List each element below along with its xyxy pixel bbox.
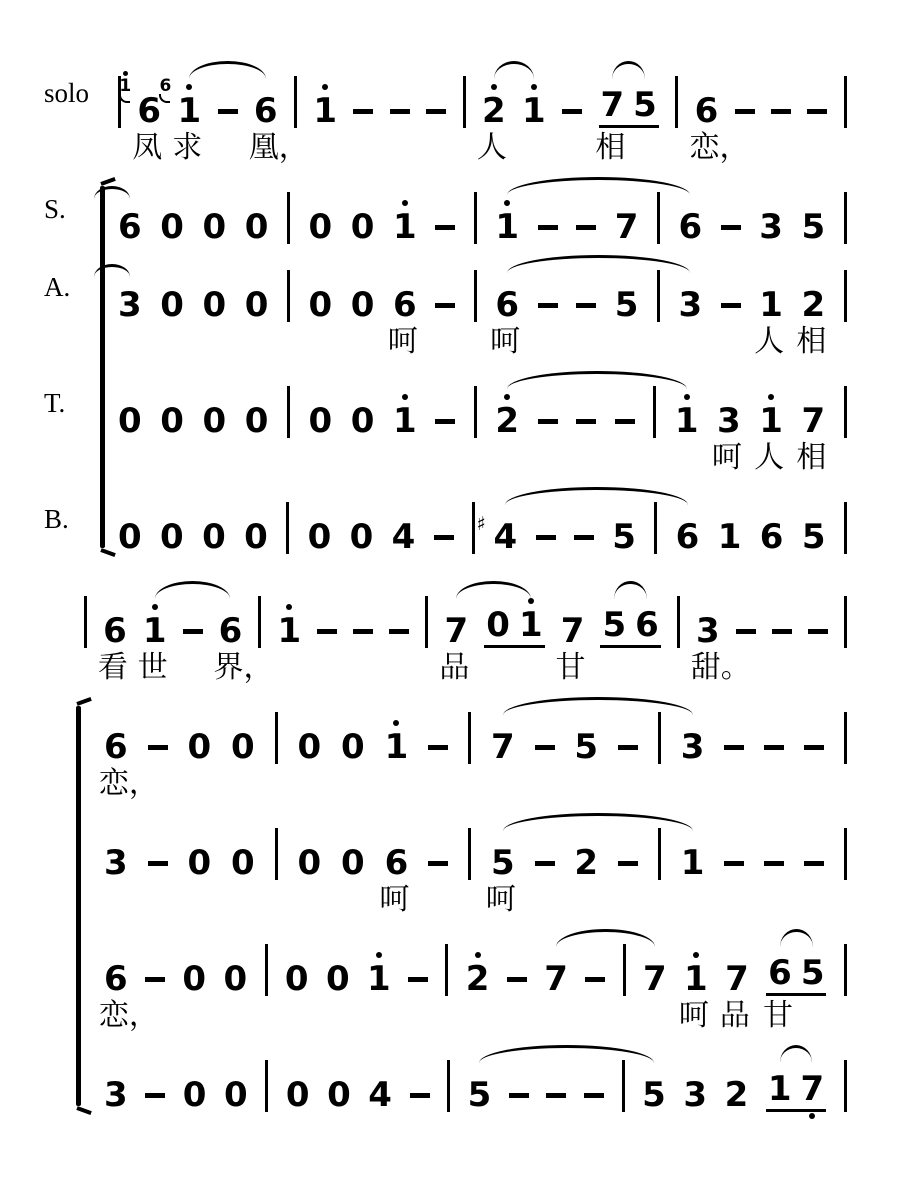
- note: 6: [675, 517, 700, 557]
- note: 6: [253, 91, 278, 131]
- lyric-syllable: 界，: [213, 651, 274, 684]
- note: 1: [519, 608, 543, 642]
- duration-dash: [426, 109, 446, 114]
- voice-label-solo: solo: [44, 78, 90, 108]
- duration-dash: [735, 109, 755, 114]
- note: 5: [633, 85, 657, 125]
- system-bracket: [100, 186, 105, 548]
- note: 7: [444, 611, 469, 651]
- music-line-soprano: [0, 180, 909, 247]
- duration-dash: [538, 419, 558, 424]
- note: 1: [393, 210, 417, 244]
- note: 6: [218, 611, 243, 651]
- lyric-syllable: 恋，: [98, 767, 159, 800]
- note: 1: [767, 1069, 792, 1109]
- barline: [623, 944, 626, 996]
- note: 1: [367, 962, 391, 996]
- note: 5: [467, 1075, 492, 1115]
- note: 2: [801, 285, 826, 325]
- note: 0: [182, 1075, 207, 1115]
- barline: [472, 502, 475, 554]
- music-line-solo: [0, 64, 909, 164]
- barline: [474, 386, 477, 438]
- barline: [653, 386, 656, 438]
- barline: [657, 270, 660, 322]
- system-2: [0, 584, 909, 1115]
- lyric-syllable: 相: [595, 131, 626, 164]
- duration-dash: [435, 303, 455, 308]
- note: 5: [490, 843, 515, 883]
- lyric-syllable: 恋，: [689, 131, 750, 164]
- barline: [468, 712, 471, 764]
- barline: [658, 828, 661, 880]
- note: 3: [683, 1075, 708, 1115]
- barline: [265, 1060, 268, 1112]
- note: 6: [694, 91, 719, 131]
- lyric-syllable: 呵: [678, 999, 709, 1032]
- note: 1: [684, 962, 708, 996]
- note: 1: [717, 517, 742, 557]
- note: 6: [104, 727, 128, 767]
- note: 5: [642, 1075, 666, 1115]
- duration-dash: [807, 109, 827, 114]
- note: 2: [466, 962, 490, 996]
- note: 0: [486, 605, 510, 645]
- note: 0: [308, 401, 333, 441]
- duration-dash: [584, 1093, 604, 1098]
- note: 1: [675, 404, 699, 438]
- note: 0: [244, 401, 269, 441]
- note: 0: [202, 285, 227, 325]
- duration-dash: [772, 629, 792, 634]
- note: 0: [187, 843, 212, 883]
- note: 5: [801, 517, 826, 557]
- note: 2: [724, 1075, 749, 1115]
- note: 5: [614, 285, 639, 325]
- note: 0: [244, 517, 268, 557]
- note: 0: [341, 843, 365, 883]
- note: 0: [284, 959, 309, 999]
- note: 0: [350, 207, 375, 247]
- voice-label-bass: B.: [44, 504, 69, 534]
- note: 0: [308, 207, 333, 247]
- note: 7: [801, 1072, 825, 1106]
- barline: [275, 828, 278, 880]
- music-line-solo: [0, 584, 909, 684]
- note: 4: [368, 1075, 392, 1115]
- duration-dash: [576, 303, 596, 308]
- eighth-beam-group: [484, 605, 544, 648]
- duration-dash: [317, 629, 337, 634]
- note: 3: [118, 285, 142, 325]
- note: 5: [602, 605, 627, 645]
- duration-dash: [353, 109, 373, 114]
- note: 0: [307, 517, 332, 557]
- note: 7: [614, 207, 639, 247]
- duration-dash: [536, 535, 556, 540]
- note: 0: [160, 517, 184, 557]
- staff-row: [98, 700, 847, 800]
- duration-dash: [576, 419, 596, 424]
- barline: [844, 1060, 847, 1112]
- note: 0: [327, 1075, 351, 1115]
- barline: [844, 828, 847, 880]
- staff-row: [118, 180, 847, 247]
- voice-label-tenor: T.: [44, 388, 66, 418]
- note: 0: [244, 207, 269, 247]
- duration-dash: [574, 535, 594, 540]
- barline: [474, 270, 477, 322]
- note: 6: [635, 605, 659, 645]
- note: 0: [244, 285, 269, 325]
- octave-dot-high: [393, 720, 399, 726]
- note: 0: [160, 207, 184, 247]
- lyric-syllable: 品: [439, 651, 470, 684]
- note: 3: [717, 401, 741, 441]
- duration-dash: [410, 1093, 430, 1098]
- note: 0: [350, 285, 375, 325]
- staff-row: [84, 584, 847, 684]
- note: 1: [393, 404, 417, 438]
- note: 1: [277, 614, 301, 648]
- note: 0: [202, 401, 227, 441]
- duration-dash: [808, 629, 828, 634]
- grace-note: 6: [159, 76, 172, 96]
- barline: [425, 596, 428, 648]
- note: 0: [350, 401, 375, 441]
- octave-dot-high: [491, 84, 497, 90]
- duration-dash: [148, 745, 168, 750]
- barline: [463, 76, 466, 128]
- barline: [258, 596, 261, 648]
- octave-dot-high: [152, 604, 158, 610]
- barline: [447, 1060, 450, 1112]
- octave-dot-high: [504, 200, 510, 206]
- duration-dash: [618, 861, 638, 866]
- lyric-syllable: 相: [796, 325, 827, 358]
- tokens-row: [118, 490, 847, 557]
- octave-dot-high: [376, 952, 382, 958]
- note: 7: [801, 401, 826, 441]
- barline: [844, 270, 847, 322]
- note: 0: [202, 207, 227, 247]
- octave-dot-high: [322, 84, 328, 90]
- barline: [622, 1060, 625, 1112]
- barline: [658, 712, 661, 764]
- note: 0: [297, 843, 322, 883]
- staff-row: [118, 64, 847, 164]
- lyric-syllable: 呵: [490, 325, 521, 358]
- octave-dot-high: [186, 84, 192, 90]
- duration-dash: [148, 861, 168, 866]
- note: 5: [574, 727, 599, 767]
- barline: [468, 828, 471, 880]
- barline: [474, 192, 477, 244]
- note: 6: [103, 611, 127, 651]
- note: 3: [695, 611, 720, 651]
- lyric-syllable: 凰，: [248, 131, 309, 164]
- note: 1: [522, 94, 546, 128]
- note: 6: [384, 843, 409, 883]
- barline: [294, 76, 297, 128]
- note: 7: [643, 959, 667, 999]
- duration-dash: [615, 419, 635, 424]
- duration-dash: [535, 861, 555, 866]
- tokens-row: [104, 1048, 847, 1115]
- note: 1: [759, 404, 783, 438]
- duration-dash: [435, 419, 455, 424]
- octave-dot-high: [402, 394, 408, 400]
- barline: [287, 270, 290, 322]
- staff-row: [104, 816, 847, 916]
- note: 1 6: [159, 76, 202, 131]
- note: 6: [495, 285, 519, 325]
- octave-dot-high: [531, 84, 537, 90]
- music-line-bass: [0, 490, 909, 557]
- duration-dash: [546, 1093, 566, 1098]
- music-line-bass: [0, 1048, 909, 1115]
- duration-dash: [390, 109, 410, 114]
- duration-dash: [538, 225, 558, 230]
- duration-dash: [428, 745, 448, 750]
- note: 0: [349, 517, 374, 557]
- grace-note: 1: [119, 78, 131, 95]
- voice-label-soprano: S.: [44, 194, 66, 224]
- lyric-syllable: 人: [754, 325, 785, 358]
- note: 0: [297, 727, 322, 767]
- tokens-row: [104, 932, 847, 999]
- note: 1: [313, 94, 337, 128]
- duration-dash: [435, 225, 455, 230]
- octave-dot-high: [684, 394, 690, 400]
- duration-dash: [618, 745, 638, 750]
- note: 5: [800, 953, 825, 993]
- tokens-row: [118, 180, 847, 247]
- music-line-soprano: [0, 700, 909, 800]
- note: 7: [544, 959, 568, 999]
- duration-dash: [764, 745, 784, 750]
- voice-label-alto: A.: [44, 272, 71, 302]
- eighth-beam-group: [766, 1069, 826, 1112]
- duration-dash: [585, 977, 605, 982]
- tokens-row: [118, 374, 847, 441]
- music-line-tenor: [0, 374, 909, 474]
- lyric-syllable: 求: [172, 131, 203, 164]
- note: 6: [678, 207, 703, 247]
- note: 6: [392, 285, 417, 325]
- duration-dash: [764, 861, 784, 866]
- barline: [654, 502, 657, 554]
- octave-dot-high: [768, 394, 774, 400]
- lyric-syllable: 凤: [132, 131, 163, 164]
- duration-dash: [804, 861, 824, 866]
- note: 0: [160, 401, 184, 441]
- octave-dot-high: [286, 604, 292, 610]
- lyric-syllable: 人: [754, 441, 785, 474]
- note: 7: [560, 611, 585, 651]
- duration-dash: [389, 629, 409, 634]
- note: 0: [308, 285, 333, 325]
- barline: [844, 386, 847, 438]
- staff-row: [118, 258, 847, 358]
- note: 6 1: [137, 94, 161, 128]
- octave-dot-high: [693, 952, 699, 958]
- note: 0: [187, 727, 212, 767]
- note: 1: [385, 730, 409, 764]
- staff-row: [118, 374, 847, 474]
- barline: [287, 192, 290, 244]
- note: 2: [574, 843, 599, 883]
- duration-dash: [145, 977, 165, 982]
- note: 4: [391, 517, 416, 557]
- staff-row: [104, 1048, 847, 1115]
- note: 0: [202, 517, 226, 557]
- note: 5: [801, 207, 826, 247]
- sharp-icon: ♯: [476, 513, 486, 535]
- duration-dash: [428, 861, 448, 866]
- lyric-syllable: 呵: [711, 441, 742, 474]
- note: 3: [104, 843, 128, 883]
- barline: [675, 76, 678, 128]
- music-line-alto: [0, 816, 909, 916]
- note: 3: [680, 727, 705, 767]
- note: 1: [495, 210, 519, 244]
- music-line-alto: [0, 258, 909, 358]
- lyric-syllable: 甘: [762, 999, 793, 1032]
- system-bracket: [76, 706, 81, 1106]
- duration-dash: [535, 745, 555, 750]
- note: 1: [759, 285, 783, 325]
- note: 0: [285, 1075, 310, 1115]
- note: 2: [495, 404, 519, 438]
- note: 0: [223, 959, 248, 999]
- note: 4 ♯: [476, 513, 518, 557]
- duration-dash: [724, 861, 744, 866]
- lyric-syllable: 甜。: [690, 651, 751, 684]
- note: 3: [678, 285, 703, 325]
- barline: [287, 386, 290, 438]
- barline: [844, 944, 847, 996]
- octave-dot-low: [809, 1113, 815, 1119]
- lyric-syllable: 呵: [485, 883, 516, 916]
- duration-dash: [507, 977, 527, 982]
- note: 0: [341, 727, 365, 767]
- lyric-syllable: 人: [476, 131, 507, 164]
- duration-dash: [562, 109, 582, 114]
- staff-row: [118, 490, 847, 557]
- lyric-syllable: 相: [796, 441, 827, 474]
- lyric-syllable: 呵: [379, 883, 410, 916]
- barline: [677, 596, 680, 648]
- duration-dash: [218, 109, 238, 114]
- note: 7: [490, 727, 515, 767]
- octave-dot-high: [504, 394, 510, 400]
- note: 3: [104, 1075, 128, 1115]
- lyric-syllable: 世: [137, 651, 168, 684]
- note: 6: [768, 953, 792, 993]
- lyric-syllable: 看: [97, 651, 128, 684]
- duration-dash: [353, 629, 373, 634]
- lyric-syllable: 呵: [387, 325, 418, 358]
- barline: [265, 944, 268, 996]
- lyric-syllable: 恋，: [98, 999, 159, 1032]
- barline: [445, 944, 448, 996]
- eighth-beam-group: [599, 85, 659, 128]
- duration-dash: [408, 977, 428, 982]
- barline: [844, 712, 847, 764]
- note: 0: [118, 401, 142, 441]
- note: 7: [600, 85, 625, 125]
- note: 7: [725, 959, 749, 999]
- note: 0: [231, 727, 255, 767]
- duration-dash: [509, 1093, 529, 1098]
- barline: [84, 596, 87, 648]
- barline: [286, 502, 289, 554]
- tokens-row: [118, 258, 847, 325]
- note: 0: [325, 959, 350, 999]
- duration-dash: [538, 303, 558, 308]
- note: 0: [182, 959, 207, 999]
- duration-dash: [721, 225, 741, 230]
- duration-dash: [724, 745, 744, 750]
- duration-dash: [576, 225, 596, 230]
- duration-dash: [183, 629, 203, 634]
- note: 0: [118, 517, 142, 557]
- note: 5: [612, 517, 636, 557]
- lyric-syllable: 甘: [555, 651, 586, 684]
- note: 6: [104, 959, 128, 999]
- octave-dot-high: [402, 200, 408, 206]
- system-1: [0, 64, 909, 557]
- duration-dash: [804, 745, 824, 750]
- note: 6: [759, 517, 784, 557]
- note: 1: [143, 614, 167, 648]
- duration-dash: [736, 629, 756, 634]
- note: 2: [482, 94, 506, 128]
- barline: [844, 76, 847, 128]
- barline: [844, 596, 847, 648]
- eighth-beam-group: [766, 953, 826, 996]
- staff-row: [98, 932, 847, 1032]
- duration-dash: [771, 109, 791, 114]
- barline: [844, 192, 847, 244]
- tokens-row: [104, 700, 847, 767]
- duration-dash: [434, 535, 454, 540]
- note: 1: [680, 843, 705, 883]
- note: 0: [224, 1075, 248, 1115]
- barline: [844, 502, 847, 554]
- octave-dot-high: [475, 952, 481, 958]
- tokens-row: [104, 816, 847, 883]
- duration-dash: [721, 303, 741, 308]
- note: 0: [231, 843, 255, 883]
- eighth-beam-group: [600, 605, 660, 648]
- barline: [275, 712, 278, 764]
- note: 0: [160, 285, 184, 325]
- barline: [657, 192, 660, 244]
- octave-dot-high: [123, 71, 128, 76]
- note: 3: [759, 207, 783, 247]
- duration-dash: [145, 1093, 165, 1098]
- note: 6: [118, 207, 142, 247]
- music-line-tenor: [0, 932, 909, 1032]
- lyric-syllable: 品: [719, 999, 750, 1032]
